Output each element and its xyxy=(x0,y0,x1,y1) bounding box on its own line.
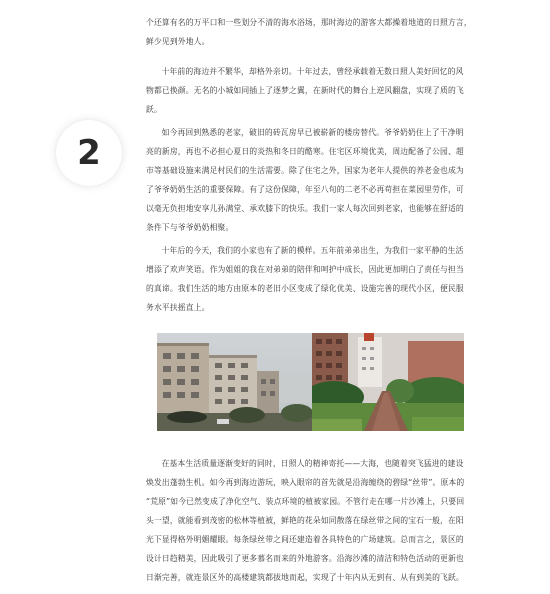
text-line: 头一望，就能看到茂密的松林等植被，鲜艳的花朵如同散落在绿丝带之间的宝石一般，在阳 xyxy=(146,516,464,525)
text-line: 十年前的海边并不繁华，却格外亲切。十年过去，曾经承载着无数日照人美好回忆的风 xyxy=(161,67,464,76)
section-number: 2 xyxy=(77,133,101,173)
text-line: 十年后的今天，我们的小家也有了新的模样。五年前弟弟出生，为我们一家平静的生活 xyxy=(161,246,464,255)
intro-paragraph xyxy=(146,13,478,51)
section-number-badge xyxy=(56,120,122,186)
text-line: 设计日趋精美，因此吸引了更多慕名而来的外地游客。沿海沙滩的清洁和特色活动的更新也 xyxy=(146,554,464,563)
text-line: 如今再回到熟悉的老家，破旧的砖瓦房早已被崭新的楼房替代。爷爷奶奶住上了干净明 xyxy=(161,128,464,137)
new-community-garden-path-photo xyxy=(312,333,464,431)
text-line: 光下显得格外明媚耀眼。每条绿丝带之间还建造着各具特色的广场建筑。总而言之，景区的 xyxy=(146,535,464,544)
paragraph-ten-years-ago xyxy=(146,62,478,119)
text-line: 鲜少见到外地人。 xyxy=(146,37,210,46)
text-line: 个还算有名的万平口和一些划分不清的海水浴场，那时海边的游客大都操着地道的日照方言， xyxy=(146,18,472,27)
photo-pair xyxy=(157,333,464,431)
text-line: 日渐完善，就连景区外的高楼建筑都拔地而起，实现了十年内从无到有、从有到美的飞跃。 xyxy=(146,573,464,582)
text-line: 焕发出蓬勃生机。如今再到海边游玩，映入眼帘的首先就是沿海缠绕的碧绿“丝带”。原本的 xyxy=(146,478,465,487)
text-line: 跃。 xyxy=(146,105,162,114)
text-line: 以毫无负担地安享儿孙满堂、承欢膝下的快乐。我们一家人每次回到老家，也能够在舒适的 xyxy=(146,204,464,213)
text-line: 条件下与爷爷奶奶相聚。 xyxy=(146,223,234,232)
paragraph-family xyxy=(146,241,478,317)
text-line: 物都已换颜。无名的小城如同插上了逐梦之翼，在新时代的舞台上逆风翻盘，实现了质的飞 xyxy=(146,86,464,95)
text-line: 增添了欢声笑语。作为姐姐的我在对弟弟的陪伴和呵护中成长，因此更加明白了责任与担当 xyxy=(146,265,464,274)
paragraph-hometown xyxy=(146,123,478,237)
text-line: 了爷爷奶奶生活的重要保障。有了这份保障，年至八旬的二老不必再苟担在菜园里劳作，可 xyxy=(146,185,464,194)
old-residential-buildings-photo xyxy=(157,333,312,431)
article-body xyxy=(146,62,478,317)
text-line: 的真谛。我们生活的地方由原本的老旧小区变成了绿化优美、设施完善的现代小区，便民服 xyxy=(146,284,464,293)
text-line: “荒原”如今已然变成了净化空气、装点环境的植被家园。不管行走在哪一片沙滩上，只要回 xyxy=(146,497,465,506)
text-line: 在基本生活质量逐渐变好的同时，日照人的精神寄托——大海，也随着突飞猛进的建设 xyxy=(161,459,464,468)
closing-paragraph xyxy=(146,454,478,587)
text-line: 务水平扶摇直上。 xyxy=(146,303,210,312)
text-line: 市等基础设施来满足村民们的生活需要。除了住宅之外，国家为老年人提供的养老金也成为 xyxy=(146,166,464,175)
text-line: 亮的新房，再也不必担心夏日的炎热和冬日的酷寒。住宅区环境优美，周边配备了公园、超 xyxy=(146,147,464,156)
